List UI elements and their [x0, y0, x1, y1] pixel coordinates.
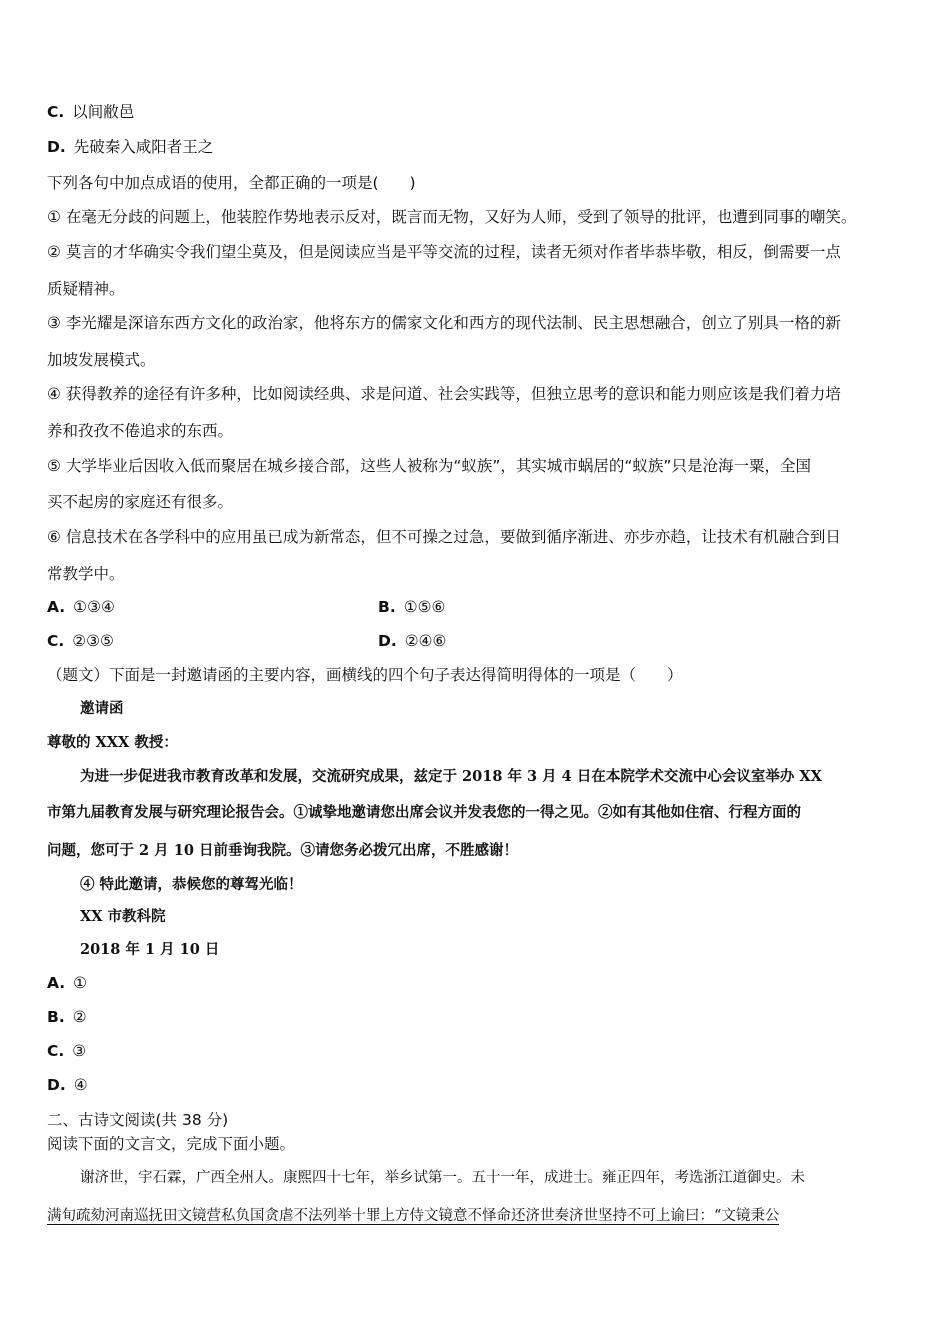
option-text: ③	[72, 1042, 87, 1060]
idiom-line-8: ⑤ 大学毕业后因收入低而聚居在城乡接合部，这些人被称为“蚁族”，其实城市蜗居的“蚁族”只是沧海一粟，全国	[47, 457, 811, 475]
letter-body-line-1: 为进一步促进我市教育改革和发展，交流研究成果，兹定于 2018 年 3 月 4 日在本院学术交流中心会议室举办 XX	[80, 768, 822, 785]
idiom-line-10: ⑥ 信息技术在各学科中的应用虽已成为新常态，但不可操之过急，要做到循序渐进、亦步亦趋，让技术有机融合到日	[47, 528, 841, 546]
invite-option-b[interactable]	[47, 1007, 87, 1027]
prev-option-d[interactable]	[47, 137, 213, 157]
option-letter: D.	[47, 138, 66, 156]
section-instruction: 阅读下面的文言文，完成下面小题。	[47, 1135, 296, 1153]
option-text: 先破秦入咸阳者王之	[73, 138, 214, 156]
idiom-line-4: ③ 李光耀是深谙东西方文化的政治家，他将东方的儒家文化和西方的现代法制、民主思想融合，创立了别具一格的新	[47, 314, 841, 332]
letter-title: 邀请函	[80, 700, 124, 717]
letter-signer: XX 市教科院	[80, 908, 166, 925]
idiom-line-11: 常教学中。	[47, 565, 125, 583]
letter-body-line-3: 问题，您可于 2 月 10 日前垂询我院。③请您务必拨冗出席，不胜感谢！	[47, 842, 518, 859]
invite-option-a[interactable]	[47, 973, 87, 993]
option-text: ④	[73, 1076, 88, 1094]
option-letter: A.	[47, 598, 66, 616]
idiom-line-7: 养和孜孜不倦追求的东西。	[47, 422, 234, 440]
option-text: ②③⑤	[72, 632, 114, 650]
option-letter: D.	[47, 1076, 66, 1094]
option-letter: D.	[378, 632, 397, 650]
option-letter: A.	[47, 974, 66, 992]
option-letter: C.	[47, 1042, 65, 1060]
option-text: ①③④	[73, 598, 115, 616]
idiom-line-9: 买不起房的家庭还有很多。	[47, 493, 234, 511]
letter-body-line-2: 市第九届教育发展与研究理论报告会。①诚挚地邀请您出席会议并发表您的一得之见。②如有其他如住宿、行程方面的	[47, 804, 801, 821]
question-stem-idiom: 下列各句中加点成语的使用，全都正确的一项是( )	[47, 174, 416, 192]
letter-greeting: 尊敬的 XXX 教授：	[47, 734, 178, 751]
option-letter: B.	[47, 1008, 65, 1026]
letter-date: 2018 年 1 月 10 日	[80, 941, 220, 958]
idiom-line-1: ① 在毫无分歧的问题上，他装腔作势地表示反对，既言而无物，又好为人师，受到了领导的批评，也遭到同事的嘲笑。	[47, 208, 857, 226]
invite-option-c[interactable]	[47, 1041, 86, 1061]
idiom-line-5: 加坡发展模式。	[47, 351, 156, 369]
idiom-option-d[interactable]	[378, 631, 446, 651]
idiom-option-c[interactable]	[47, 631, 114, 651]
question-stem-invitation: （题文）下面是一封邀请函的主要内容，画横线的四个句子表达得简明得体的一项是（ ）	[47, 666, 683, 684]
option-text: ②	[72, 1008, 87, 1026]
idiom-option-a[interactable]	[47, 597, 115, 617]
idiom-option-b[interactable]	[378, 597, 445, 617]
idiom-line-2: ② 莫言的才华确实令我们望尘莫及，但是阅读应当是平等交流的过程，读者无须对作者毕恭毕敬，相反，倒需要一点	[47, 243, 841, 261]
prev-option-c[interactable]	[47, 102, 134, 122]
option-text: ①	[73, 974, 88, 992]
option-letter: C.	[47, 103, 65, 121]
option-text: ①⑤⑥	[403, 598, 446, 616]
letter-closing: ④ 特此邀请，恭候您的尊驾光临！	[80, 876, 303, 893]
option-text: ②④⑥	[404, 632, 447, 650]
option-text: 以间敝邑	[72, 103, 135, 121]
idiom-line-3: 质疑精神。	[47, 280, 125, 298]
passage-line-2	[47, 1206, 779, 1226]
passage-underlined-text: 满旬疏劾河南巡抚田文镜营私负国贪虐不法列举十罪上方侍文镜意不怿命还济世奏济世坚持不可上谕曰：“文镜秉公	[47, 1208, 780, 1224]
idiom-line-6: ④ 获得教养的途径有许多种，比如阅读经典、求是问道、社会实践等，但独立思考的意识和能力则应该是我们着力培	[47, 385, 841, 403]
option-letter: B.	[378, 598, 396, 616]
invite-option-d[interactable]	[47, 1075, 88, 1095]
option-letter: C.	[47, 632, 65, 650]
section-heading: 二、古诗文阅读(共 38 分)	[47, 1111, 229, 1129]
passage-line-1: 谢济世，宇石霖，广西全州人。康熙四十七年，举乡试第一。五十一年，成进士。雍正四年，考选浙江道御史。未	[80, 1170, 805, 1186]
